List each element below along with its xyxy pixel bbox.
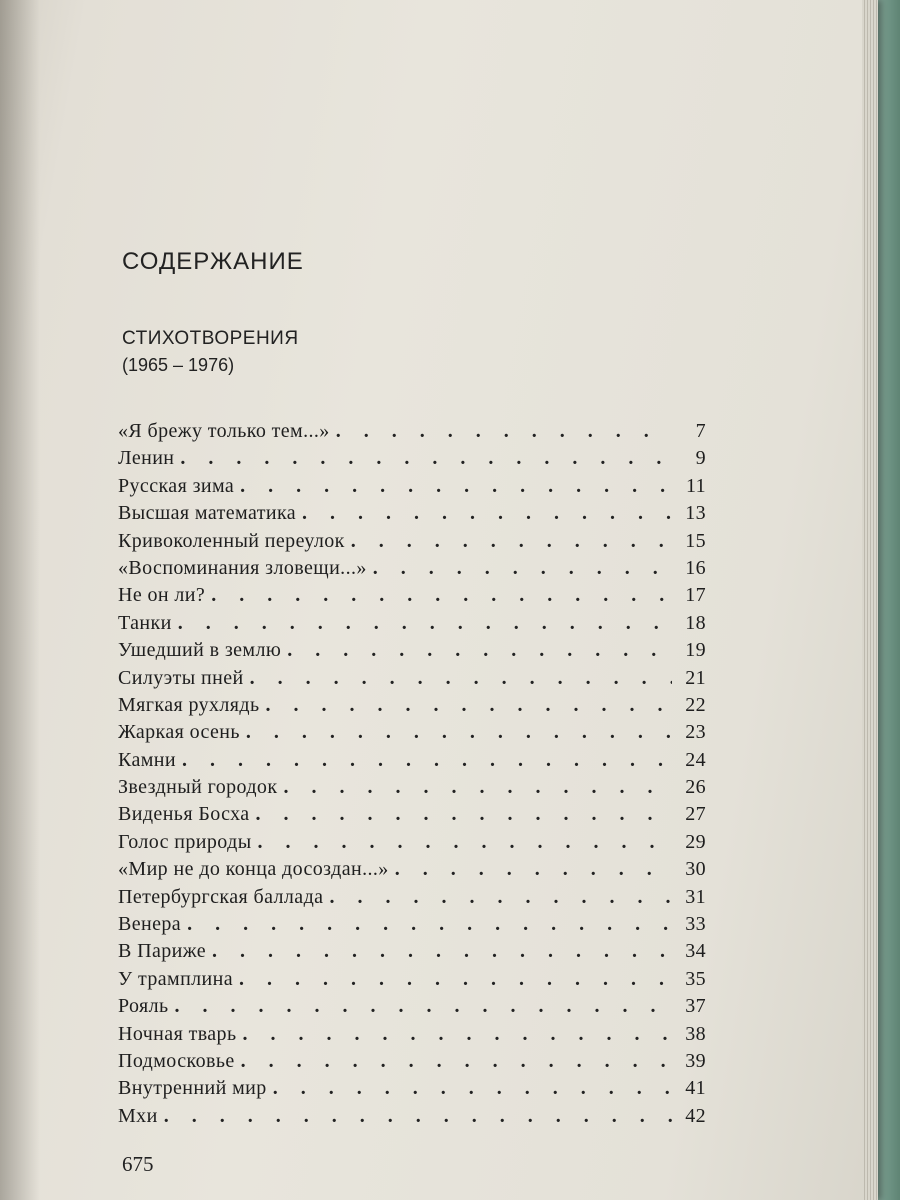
toc-entry-title: Внутренний мир xyxy=(118,1077,267,1100)
toc-entry xyxy=(118,940,706,967)
dot-leader xyxy=(178,612,672,635)
section-title: СТИХОТВОРЕНИЯ xyxy=(122,328,299,349)
toc-entry-title: Петербургская баллада xyxy=(118,885,324,908)
toc-entry-page: 37 xyxy=(685,995,706,1018)
toc-entry xyxy=(118,968,706,995)
toc-entry-page: 17 xyxy=(685,584,706,607)
toc-entry xyxy=(118,749,706,776)
toc-entry xyxy=(118,584,706,611)
toc-entry-page: 39 xyxy=(685,1049,706,1072)
page-title: СОДЕРЖАНИЕ xyxy=(122,248,304,275)
toc-entry-title: У трамплина xyxy=(118,967,234,990)
toc-entry-page: 16 xyxy=(685,556,706,579)
dot-leader xyxy=(175,995,672,1018)
toc-entry-title: Подмосковье xyxy=(118,1049,235,1072)
dot-leader xyxy=(273,1077,672,1100)
toc-entry-page: 21 xyxy=(685,666,706,689)
toc-entry xyxy=(118,1077,706,1104)
toc-entry xyxy=(118,694,706,721)
toc-entry-page: 23 xyxy=(685,721,706,744)
toc-entry-page: 26 xyxy=(685,776,706,799)
toc-entry-page: 9 xyxy=(695,447,706,470)
toc-entry-title: Силуэты пней xyxy=(118,666,244,689)
toc-entry-title: В Париже xyxy=(118,940,206,963)
toc-entry-title: «Воспоминания зловещи...» xyxy=(118,556,367,579)
toc-entry xyxy=(118,858,706,885)
toc-entry xyxy=(118,831,706,858)
dot-leader xyxy=(258,831,672,854)
toc-entry xyxy=(118,475,706,502)
toc-entry-page: 38 xyxy=(685,1022,706,1045)
dot-leader xyxy=(329,886,672,909)
toc-entry-page: 27 xyxy=(685,803,706,826)
toc-entry xyxy=(118,639,706,666)
dot-leader xyxy=(212,940,672,963)
toc-entry xyxy=(118,995,706,1022)
toc-entry-page: 33 xyxy=(685,913,706,936)
toc-entry-title: Венера xyxy=(118,913,182,936)
dot-leader xyxy=(182,749,672,772)
toc-entry-title: Высшая математика xyxy=(118,502,297,525)
dot-leader xyxy=(240,475,672,498)
toc-entry xyxy=(118,420,706,447)
dot-leader xyxy=(180,447,672,470)
dot-leader xyxy=(211,584,672,607)
toc-entry-title: Голос природы xyxy=(118,830,252,853)
toc-entry xyxy=(118,447,706,474)
toc-entry xyxy=(118,913,706,940)
dot-leader xyxy=(283,776,672,799)
toc-entry xyxy=(118,530,706,557)
toc-entry-title: «Мир не до конца досоздан...» xyxy=(118,858,389,881)
dot-leader xyxy=(164,1105,672,1128)
toc-entry xyxy=(118,886,706,913)
toc-entry-title: Не он ли? xyxy=(118,584,206,607)
dot-leader xyxy=(242,1023,672,1046)
toc-entry-page: 11 xyxy=(685,474,706,497)
dot-leader xyxy=(266,694,673,717)
toc-entry-page: 41 xyxy=(685,1077,706,1100)
toc-entry xyxy=(118,776,706,803)
toc-entry-title: Танки xyxy=(118,611,172,634)
toc-entry xyxy=(118,502,706,529)
dot-leader xyxy=(395,858,672,881)
toc-entry-title: Кривоколенный переулок xyxy=(118,529,345,552)
dot-leader xyxy=(287,639,672,662)
dot-leader xyxy=(336,420,672,443)
toc-entry-page: 34 xyxy=(685,940,706,963)
toc-entry-page: 42 xyxy=(685,1104,706,1127)
toc-entry-title: Ночная тварь xyxy=(118,1022,237,1045)
toc-entry-page: 31 xyxy=(685,885,706,908)
page-number: 675 xyxy=(122,1152,154,1176)
toc-entry-title: Жаркая осень xyxy=(118,721,240,744)
toc-entry-page: 18 xyxy=(685,611,706,634)
toc-entry-page: 13 xyxy=(685,502,706,525)
toc-entry-title: Камни xyxy=(118,748,177,771)
toc-entry-page: 30 xyxy=(685,858,706,881)
toc-entry-page: 24 xyxy=(685,748,706,771)
toc-entry-title: «Я брежу только тем...» xyxy=(118,420,330,442)
toc-entry xyxy=(118,612,706,639)
dot-leader xyxy=(250,667,672,690)
toc-entry-title: Русская зима xyxy=(118,474,235,497)
toc-entry xyxy=(118,1050,706,1077)
toc-entry xyxy=(118,1105,706,1132)
page-edges xyxy=(862,0,878,1200)
toc-entry-title: Мягкая рухлядь xyxy=(118,693,260,716)
dot-leader xyxy=(246,721,672,744)
toc-entry xyxy=(118,721,706,748)
table-of-contents xyxy=(118,420,706,1132)
toc-entry-page: 35 xyxy=(685,967,706,990)
toc-entry xyxy=(118,803,706,830)
dot-leader xyxy=(239,968,672,991)
toc-entry xyxy=(118,667,706,694)
dot-leader xyxy=(302,502,672,525)
section-years: (1965 – 1976) xyxy=(122,355,235,375)
dot-leader xyxy=(187,913,672,936)
toc-entry-title: Мхи xyxy=(118,1104,158,1127)
toc-entry-page: 19 xyxy=(685,639,706,662)
toc-entry xyxy=(118,1023,706,1050)
toc-entry-page: 15 xyxy=(685,529,706,552)
toc-entry xyxy=(118,557,706,584)
dot-leader xyxy=(241,1050,672,1073)
dot-leader xyxy=(256,803,672,826)
dot-leader xyxy=(351,530,672,553)
toc-entry-title: Звездный городок xyxy=(118,776,278,799)
toc-entry-title: Ленин xyxy=(118,447,175,470)
toc-entry-title: Виденья Босха xyxy=(118,803,250,826)
dot-leader xyxy=(373,557,672,580)
toc-entry-title: Ушедший в землю xyxy=(118,639,282,662)
toc-entry-page: 29 xyxy=(685,830,706,853)
toc-entry-page: 22 xyxy=(685,693,706,716)
toc-entry-title: Рояль xyxy=(118,995,169,1018)
toc-entry-page: 7 xyxy=(695,420,706,442)
